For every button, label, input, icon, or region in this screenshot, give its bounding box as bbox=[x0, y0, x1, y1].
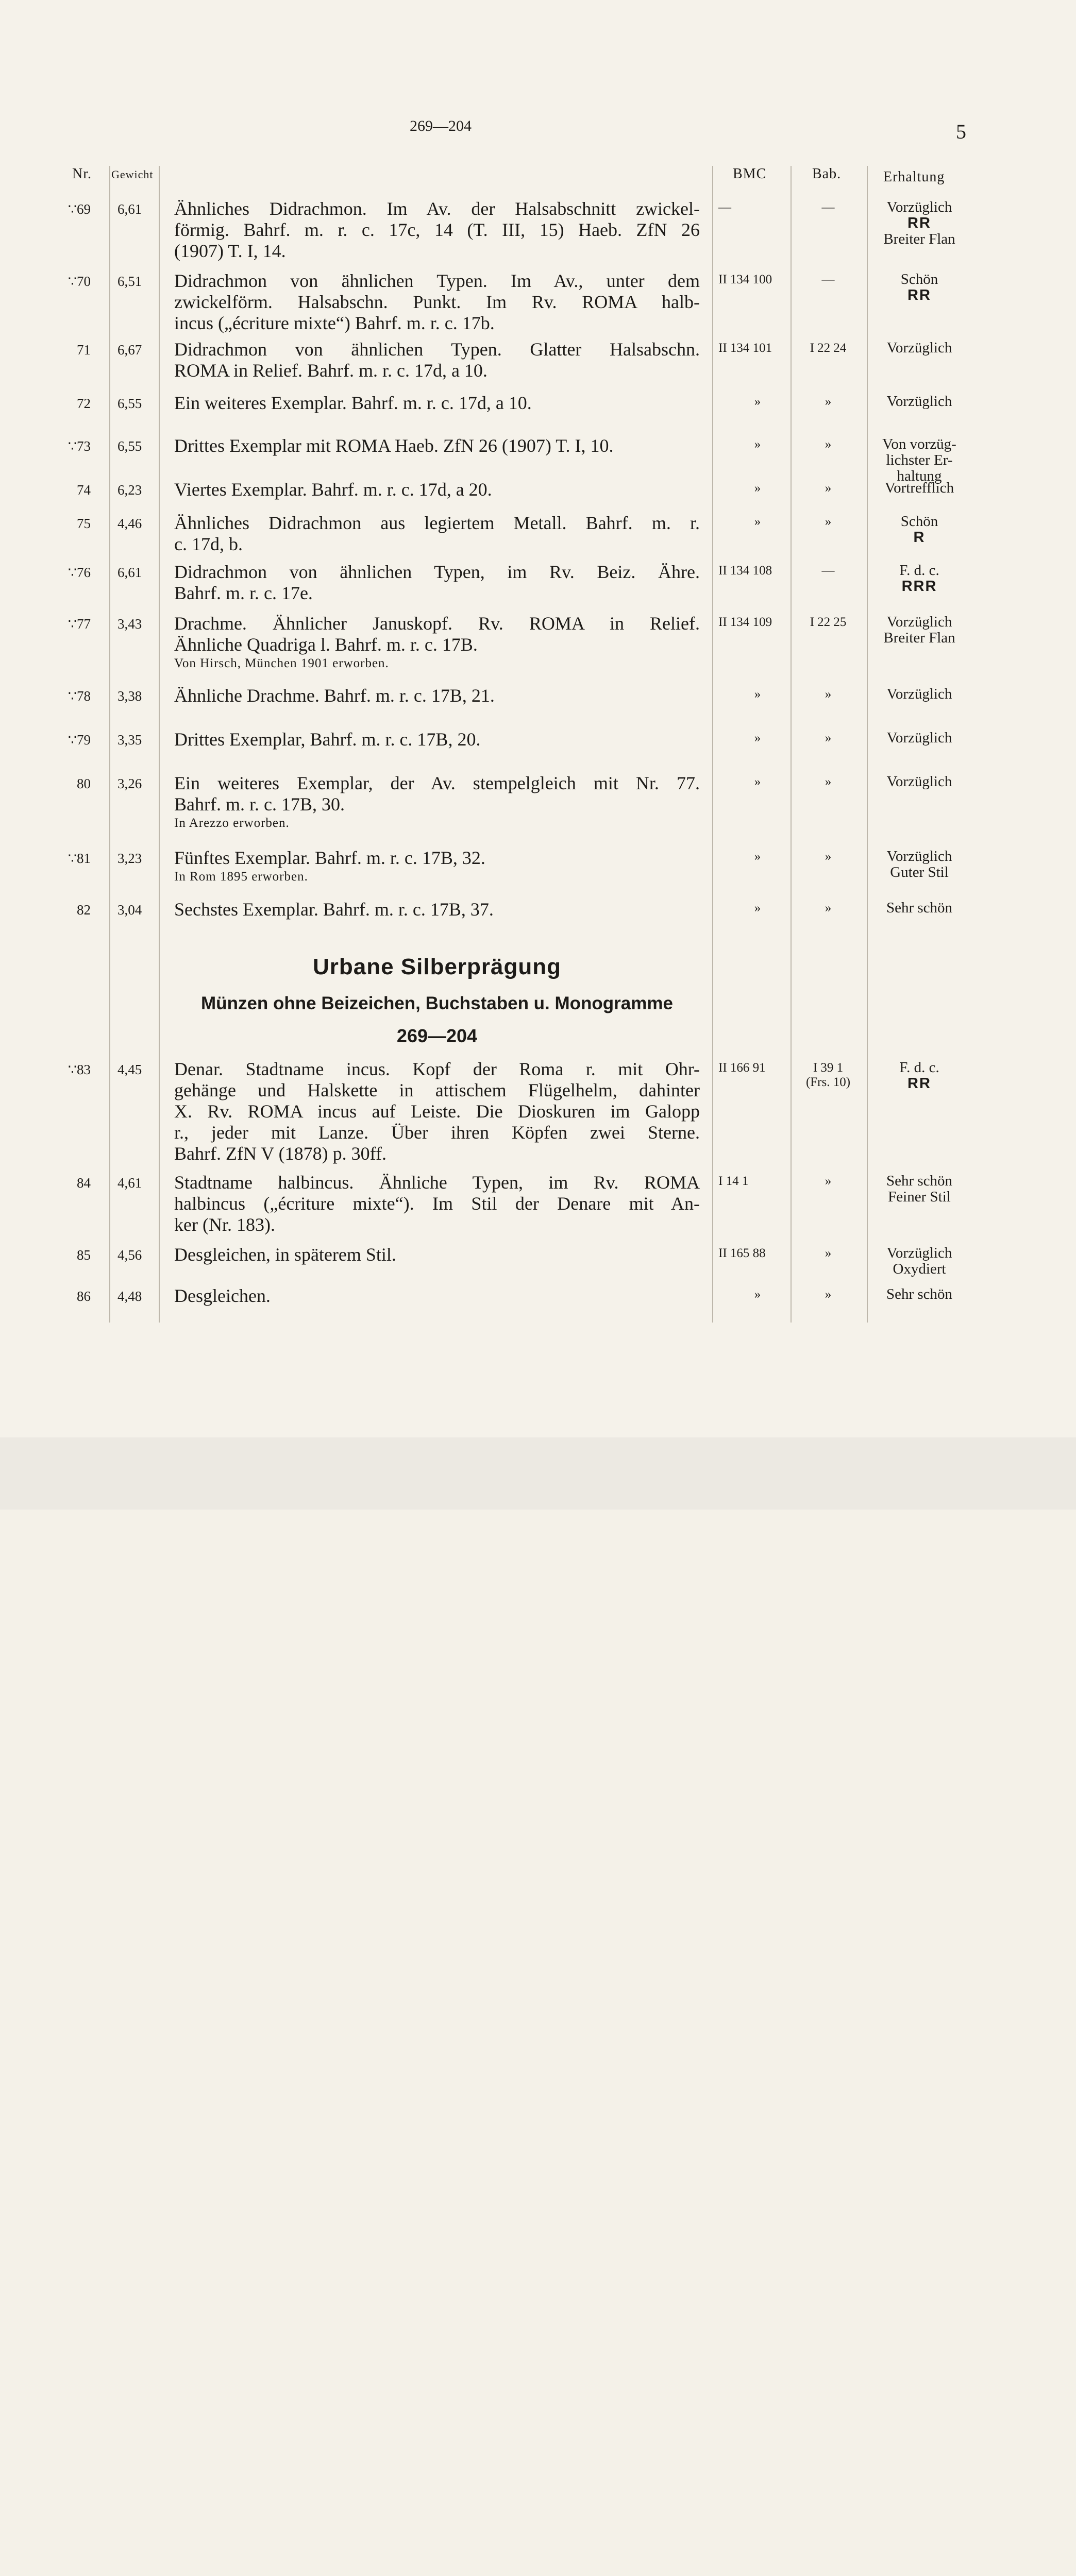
condition-grade: Vorzüglich bbox=[886, 773, 952, 790]
section-subtitle: Münzen ohne Beizeichen, Buchstaben u. Monogramme bbox=[201, 993, 673, 1013]
bab-reference: » bbox=[825, 775, 832, 789]
provenance-note: Von Hirsch, München 1901 erworben. bbox=[174, 656, 389, 670]
entry-description bbox=[174, 1285, 700, 1307]
description-line: Ein weiteres Exemplar. Bahrf. m. r. c. 17d, a 10. bbox=[174, 393, 532, 413]
entry-description bbox=[174, 1059, 700, 1164]
description-line: gehänge und Halskette in attischem Flügelhelm, dahinter bbox=[174, 1080, 700, 1100]
entry-number: ∵69 bbox=[68, 201, 91, 217]
bmc-reference: » bbox=[754, 775, 761, 789]
entry-number: 71 bbox=[77, 342, 91, 358]
description-line: ROMA in Relief. Bahrf. m. r. c. 17d, a 10. bbox=[174, 360, 487, 381]
description-line: Drittes Exemplar mit ROMA Haeb. ZfN 26 (1907) T. I, 10. bbox=[174, 435, 614, 456]
condition-grade: Vorzüglich Oxydiert bbox=[886, 1245, 952, 1277]
entry-weight: 6,61 bbox=[117, 201, 142, 217]
condition-grade: F. d. c. RR bbox=[899, 1059, 939, 1092]
section-title: Urbane Silberprägung bbox=[312, 954, 562, 979]
entry-description bbox=[174, 685, 700, 706]
column-header-bab: Bab. bbox=[812, 166, 842, 182]
condition-grade: Schön R bbox=[900, 513, 938, 546]
entry-weight: 6,67 bbox=[117, 342, 142, 358]
bab-reference: I 22 25 bbox=[810, 615, 847, 629]
entry-weight: 3,26 bbox=[117, 776, 142, 791]
description-line: Drachme. Ähnlicher Januskopf. Rv. ROMA in Relief. bbox=[174, 613, 700, 634]
entry-weight: 3,04 bbox=[117, 902, 142, 918]
bab-reference: » bbox=[825, 515, 832, 529]
bmc-reference: II 134 108 bbox=[718, 564, 772, 578]
description-line: Viertes Exemplar. Bahrf. m. r. c. 17d, a 20. bbox=[174, 479, 492, 500]
condition-grade: Vorzüglich Guter Stil bbox=[886, 848, 952, 880]
bab-reference: » bbox=[825, 687, 832, 701]
column-header-nr: Nr. bbox=[72, 166, 92, 182]
entry-weight: 4,46 bbox=[117, 516, 142, 531]
page-number: 5 bbox=[956, 120, 966, 143]
description-line: Bahrf. m. r. c. 17e. bbox=[174, 583, 313, 603]
entry-description bbox=[174, 479, 700, 500]
description-line: r., jeder mit Lanze. Über ihren Köpfen zwei Sterne. bbox=[174, 1122, 700, 1143]
provenance-note: In Arezzo erworben. bbox=[174, 816, 290, 830]
bab-reference: » bbox=[825, 1174, 832, 1188]
bab-reference: — bbox=[821, 273, 835, 286]
entry-weight: 6,55 bbox=[117, 396, 142, 411]
entry-description bbox=[174, 848, 700, 885]
entry-description bbox=[174, 899, 700, 920]
bab-reference: » bbox=[825, 1287, 832, 1301]
condition-grade: Vorzüglich bbox=[886, 393, 952, 410]
bmc-reference: II 166 91 bbox=[718, 1061, 766, 1075]
description-line: Ähnliche Drachme. Bahrf. m. r. c. 17B, 21. bbox=[174, 685, 495, 706]
bmc-reference: II 134 109 bbox=[718, 615, 772, 629]
description-line: Ähnliches Didrachmon aus legiertem Metall. Bahrf. m. r. bbox=[174, 513, 700, 533]
entry-number: ∵81 bbox=[68, 851, 91, 866]
entry-weight: 3,35 bbox=[117, 732, 142, 748]
entry-weight: 6,51 bbox=[117, 274, 142, 289]
entry-description bbox=[174, 435, 700, 456]
condition-grade: F. d. c. RRR bbox=[899, 562, 939, 595]
entry-number: ∵73 bbox=[68, 438, 91, 454]
entry-weight: 6,55 bbox=[117, 438, 142, 454]
description-line: zwickelförm. Halsabschn. Punkt. Im Rv. ROMA halb- bbox=[174, 292, 700, 312]
footer bbox=[0, 1437, 1076, 1510]
description-line: förmig. Bahrf. m. r. c. 17c, 14 (T. III, 15) Haeb. ZfN 26 bbox=[174, 219, 700, 240]
entry-number: 72 bbox=[77, 396, 91, 411]
description-line: incus („écriture mixte“) Bahrf. m. r. c. 17b. bbox=[174, 313, 495, 333]
column-divider bbox=[109, 166, 110, 1323]
condition-grade: Sehr schön Feiner Stil bbox=[886, 1173, 953, 1205]
bmc-reference: » bbox=[754, 481, 761, 495]
bab-reference: » bbox=[825, 395, 832, 409]
description-line: c. 17d, b. bbox=[174, 534, 243, 554]
entry-description bbox=[174, 1172, 700, 1235]
entry-number: 75 bbox=[77, 516, 91, 531]
entry-description bbox=[174, 729, 700, 750]
description-line: Didrachmon von ähnlichen Typen. Glatter Halsabschn. bbox=[174, 339, 700, 360]
header-range: 269—204 bbox=[410, 117, 472, 134]
entry-description bbox=[174, 198, 700, 262]
column-header-gewicht: Gewicht bbox=[111, 168, 154, 181]
column-header-erhaltung: Erhaltung bbox=[883, 169, 945, 185]
entry-weight: 3,43 bbox=[117, 616, 142, 632]
entry-number: ∵70 bbox=[68, 274, 91, 289]
bmc-reference: » bbox=[754, 437, 761, 451]
condition-grade: Sehr schön bbox=[886, 1286, 953, 1302]
entry-description bbox=[174, 562, 700, 604]
bmc-reference: I 14 1 bbox=[718, 1174, 749, 1188]
condition-grade: Von vorzüg- lichster Er- haltung bbox=[882, 436, 956, 484]
description-line: Sechstes Exemplar. Bahrf. m. r. c. 17B, 37. bbox=[174, 899, 494, 920]
description-line: Didrachmon von ähnlichen Typen, im Rv. Beiz. Ähre. bbox=[174, 562, 700, 582]
bab-reference: I 22 24 bbox=[810, 341, 847, 355]
entry-weight: 6,61 bbox=[117, 565, 142, 580]
bab-reference: » bbox=[825, 901, 832, 915]
entry-description bbox=[174, 339, 700, 381]
description-line: Stadtname halbincus. Ähnliche Typen, im Rv. ROMA bbox=[174, 1172, 700, 1193]
entry-weight: 3,23 bbox=[117, 851, 142, 866]
description-line: Desgleichen. bbox=[174, 1285, 271, 1306]
entry-weight: 3,38 bbox=[117, 688, 142, 704]
entry-number: 80 bbox=[77, 776, 91, 791]
entry-description bbox=[174, 613, 700, 672]
entry-weight: 4,48 bbox=[117, 1289, 142, 1304]
entry-description bbox=[174, 1244, 700, 1265]
description-line: X. Rv. ROMA incus auf Leiste. Die Dioskuren im Galopp bbox=[174, 1101, 700, 1122]
entry-number: ∵79 bbox=[68, 732, 91, 748]
entry-number: ∵76 bbox=[68, 565, 91, 580]
entry-weight: 4,61 bbox=[117, 1175, 142, 1191]
bmc-reference: II 134 100 bbox=[718, 273, 772, 286]
bmc-reference: » bbox=[754, 731, 761, 745]
bmc-reference: » bbox=[754, 687, 761, 701]
description-line: halbincus („écriture mixte“). Im Stil der Denare mit An- bbox=[174, 1193, 700, 1214]
section-range: 269—204 bbox=[396, 1025, 478, 1046]
bab-reference: » bbox=[825, 437, 832, 451]
bmc-reference: » bbox=[754, 1287, 761, 1301]
description-line: (1907) T. I, 14. bbox=[174, 241, 286, 261]
bab-reference: I 39 1 (Frs. 10) bbox=[805, 1061, 851, 1089]
description-line: Ähnliche Quadriga l. Bahrf. m. r. c. 17B. bbox=[174, 634, 478, 655]
bab-reference: » bbox=[825, 481, 832, 495]
entry-weight: 4,56 bbox=[117, 1247, 142, 1263]
entry-number: ∵77 bbox=[68, 616, 91, 632]
description-line: Denar. Stadtname incus. Kopf der Roma r. mit Ohr- bbox=[174, 1059, 700, 1079]
condition-grade: Vortrefflich bbox=[884, 480, 954, 496]
description-line: ker (Nr. 183). bbox=[174, 1214, 275, 1235]
entry-number: 85 bbox=[77, 1247, 91, 1263]
description-line: Didrachmon von ähnlichen Typen. Im Av., unter dem bbox=[174, 270, 700, 291]
bmc-reference: » bbox=[754, 901, 761, 915]
description-line: Bahrf. m. r. c. 17B, 30. bbox=[174, 794, 345, 815]
condition-grade: Schön RR bbox=[900, 271, 938, 303]
condition-grade: Sehr schön bbox=[886, 900, 953, 916]
bab-reference: » bbox=[825, 850, 832, 863]
condition-grade: Vorzüglich bbox=[886, 730, 952, 746]
entry-description bbox=[174, 393, 700, 414]
description-line: Ein weiteres Exemplar, der Av. stempelgleich mit Nr. 77. bbox=[174, 773, 700, 793]
column-divider bbox=[712, 166, 713, 1323]
entry-number: ∵78 bbox=[68, 688, 91, 704]
entry-number: 74 bbox=[77, 482, 91, 498]
description-line: Ähnliches Didrachmon. Im Av. der Halsabschnitt zwickel- bbox=[174, 198, 700, 219]
bmc-reference: II 165 88 bbox=[718, 1246, 766, 1260]
description-line: Drittes Exemplar, Bahrf. m. r. c. 17B, 20. bbox=[174, 729, 481, 750]
entry-weight: 4,45 bbox=[117, 1062, 142, 1077]
bmc-reference: » bbox=[754, 515, 761, 529]
bmc-reference: — bbox=[718, 200, 731, 214]
entry-number: 84 bbox=[77, 1175, 91, 1191]
entry-description bbox=[174, 270, 700, 334]
bmc-reference: » bbox=[754, 395, 761, 409]
entry-number: 86 bbox=[77, 1289, 91, 1304]
condition-grade: Vorzüglich bbox=[886, 340, 952, 356]
provenance-note: In Rom 1895 erworben. bbox=[174, 870, 308, 884]
entry-number: ∵83 bbox=[68, 1062, 91, 1077]
condition-grade: Vorzüglich Breiter Flan bbox=[883, 614, 955, 646]
condition-grade: Vorzüglich RR Breiter Flan bbox=[883, 199, 955, 247]
column-header-bmc: BMC bbox=[733, 166, 767, 182]
description-line: Bahrf. ZfN V (1878) p. 30ff. bbox=[174, 1143, 386, 1164]
entry-number: 82 bbox=[77, 902, 91, 918]
bab-reference: — bbox=[821, 200, 835, 214]
entry-weight: 6,23 bbox=[117, 482, 142, 498]
bab-reference: » bbox=[825, 731, 832, 745]
description-line: Fünftes Exemplar. Bahrf. m. r. c. 17B, 32. bbox=[174, 848, 485, 868]
condition-grade: Vorzüglich bbox=[886, 686, 952, 702]
entry-description bbox=[174, 513, 700, 555]
column-divider bbox=[159, 166, 160, 1323]
entry-description bbox=[174, 773, 700, 832]
bab-reference: — bbox=[821, 564, 835, 578]
description-line: Desgleichen, in späterem Stil. bbox=[174, 1244, 396, 1265]
bab-reference: » bbox=[825, 1246, 832, 1260]
bmc-reference: » bbox=[754, 850, 761, 863]
bmc-reference: II 134 101 bbox=[718, 341, 772, 355]
